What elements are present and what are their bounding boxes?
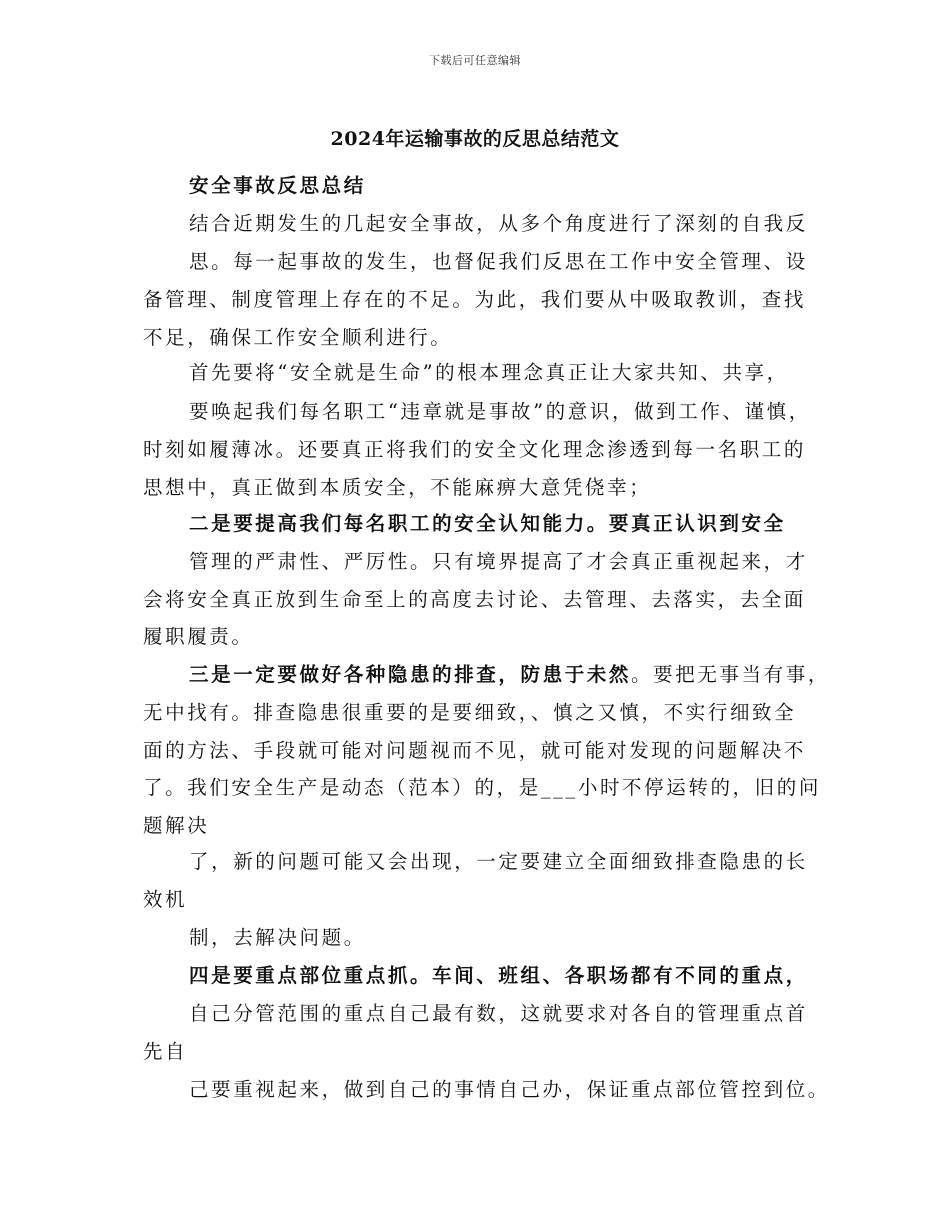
paragraph-line: 结合近期发生的几起安全事故，从多个角度进行了深刻的自我反	[189, 212, 808, 235]
paragraph-line: 了。我们安全生产是动态（范本）的，是___小时不停运转的，旧的问	[143, 776, 821, 799]
paragraph-line: 要唤起我们每名职工“违章就是事故”的意识，做到工作、谨慎，	[189, 400, 811, 423]
paragraph-line: 自己分管范围的重点自己最有数，这就要求对各自的管理重点首	[189, 1002, 808, 1025]
paragraph-line: 题解决	[143, 814, 210, 837]
paragraph-line: 己要重视起来，做到自己的事情自己办，保证重点部位管控到位。	[189, 1078, 830, 1101]
paragraph-line	[189, 662, 830, 688]
paragraph-line: 备管理、制度管理上存在的不足。为此，我们要从中吸取教训，查找	[143, 288, 807, 311]
paragraph-line: 先自	[143, 1040, 188, 1063]
paragraph-line: 不足，确保工作安全顺利进行。	[143, 326, 453, 349]
point-heading: 四是要重点部位重点抓。车间、班组、各职场都有不同的重点，	[189, 964, 808, 987]
point-heading: 三是一定要做好各种隐患的排查，防患于未然	[189, 663, 632, 686]
paragraph-line: 履职履责。	[143, 625, 254, 648]
paragraph-line: 思想中，真正做到本质安全，不能麻痹大意凭侥幸；	[143, 476, 652, 499]
paragraph-line: 无中找有。排查隐患很重要的是要细致，、慎之又慎，不实行细致全	[143, 701, 797, 724]
paragraph-text: 。要把无事当有事，	[631, 663, 830, 686]
paragraph-line: 了，新的问题可能又会出现，一定要建立全面细致排查隐患的长	[189, 850, 808, 873]
paragraph-line: 制，去解决问题。	[189, 926, 366, 949]
paragraph-line: 会将安全真正放到生命至上的高度去讨论、去管理、去落实，去全面	[143, 588, 807, 611]
paragraph-line: 管理的严肃性、严厉性。只有境界提高了才会真正重视起来，才	[189, 550, 808, 573]
paragraph-line: 面的方法、手段就可能对问题视而不见，就可能对发现的问题解决不	[143, 739, 807, 762]
point-heading: 二是要提高我们每名职工的安全认知能力。要真正认识到安全	[189, 512, 786, 535]
section-heading: 安全事故反思总结	[189, 174, 366, 197]
paragraph-line: 首先要将“安全就是生命”的根本理念真正让大家共知、共享，	[189, 361, 789, 384]
header-note: 下载后可任意编辑	[429, 54, 521, 67]
document-title: 2024年运输事故的反思总结范文	[330, 128, 620, 150]
paragraph-line: 效机	[143, 888, 188, 911]
paragraph-line: 时刻如履薄冰。还要真正将我们的安全文化理念渗透到每一名职工的	[143, 438, 807, 461]
paragraph-line: 思。每一起事故的发生，也督促我们反思在工作中安全管理、设	[189, 250, 808, 273]
